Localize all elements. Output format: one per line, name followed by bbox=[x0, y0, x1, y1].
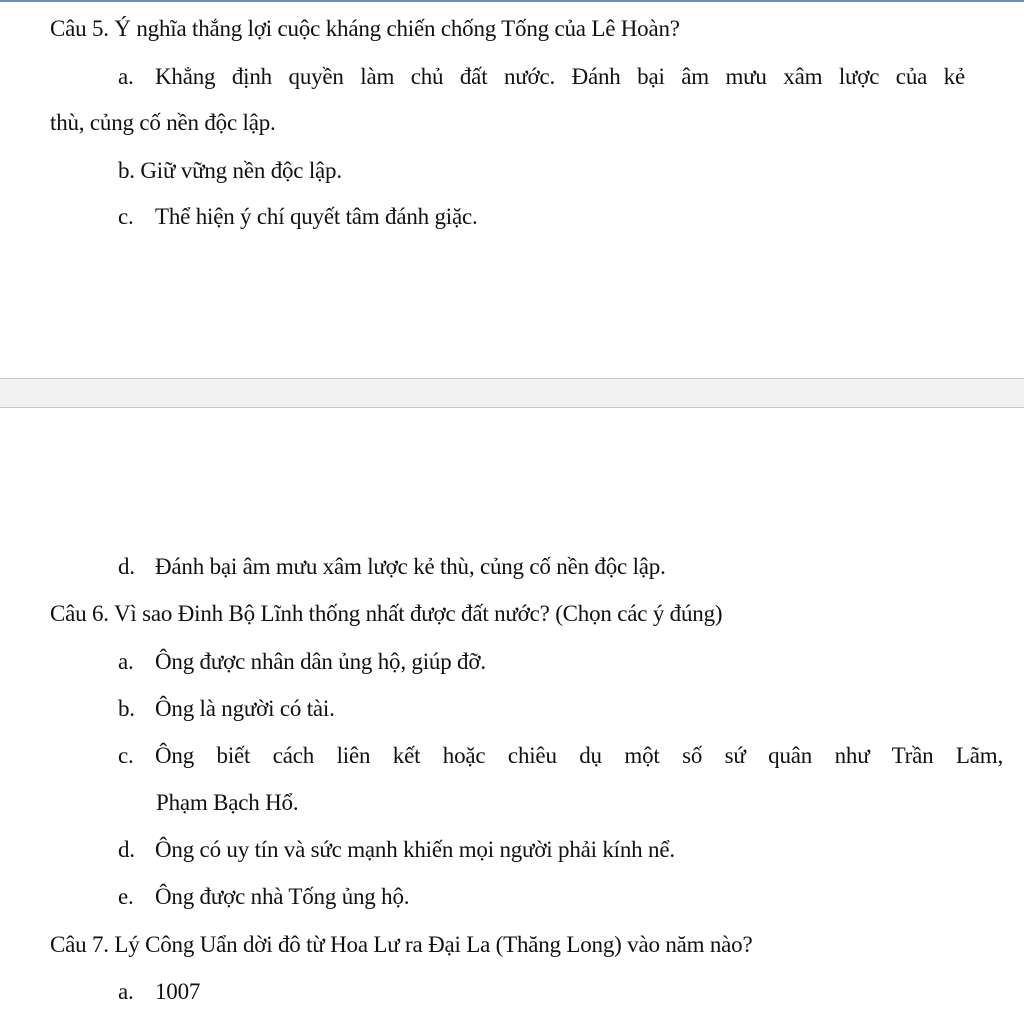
q6-option-c-label: c. bbox=[118, 743, 134, 768]
q7-option-a-text: 1007 bbox=[155, 979, 201, 1004]
q5-option-a-continuation: thù, củng cố nền độc lập. bbox=[50, 110, 276, 135]
q5-option-a-text: Khẳng định quyền làm chủ đất nước. Đánh bại âm mưu xâm lược của kẻ bbox=[155, 64, 965, 89]
q6-option-d bbox=[118, 835, 675, 865]
q6-option-c bbox=[118, 741, 1003, 771]
q6-option-a bbox=[118, 647, 486, 677]
q5-option-d bbox=[118, 552, 666, 582]
q6-option-c-continuation: Phạm Bạch Hổ. bbox=[156, 790, 299, 815]
q6-option-e bbox=[118, 882, 409, 912]
q5-option-a bbox=[118, 62, 965, 92]
q6-option-e-text: Ông được nhà Tống ủng hộ. bbox=[155, 884, 410, 909]
q5-option-d-label: d. bbox=[118, 554, 135, 579]
q5-option-a-label: a. bbox=[118, 64, 134, 89]
q5-option-c-text: Thể hiện ý chí quyết tâm đánh giặc. bbox=[155, 204, 478, 229]
q6-option-d-text: Ông có uy tín và sức mạnh khiến mọi người phải kính nể. bbox=[155, 837, 675, 862]
q5-option-b: b. Giữ vững nền độc lập. bbox=[118, 158, 342, 183]
q6-option-b bbox=[118, 694, 335, 724]
question-5: Câu 5. Ý nghĩa thắng lợi cuộc kháng chiến chống Tống của Lê Hoàn? bbox=[50, 16, 680, 41]
page-break-gap bbox=[0, 378, 1024, 408]
q6-option-c-text: Ông biết cách liên kết hoặc chiêu dụ một số sứ quân như Trần Lãm, bbox=[155, 743, 1003, 768]
question-7: Câu 7. Lý Công Uẩn dời đô từ Hoa Lư ra Đại La (Thăng Long) vào năm nào? bbox=[50, 932, 753, 957]
q5-option-c-label: c. bbox=[118, 204, 134, 229]
question-6: Câu 6. Vì sao Đinh Bộ Lĩnh thống nhất được đất nước? (Chọn các ý đúng) bbox=[50, 601, 723, 626]
q6-option-b-text: Ông là người có tài. bbox=[155, 696, 335, 721]
q5-option-d-text: Đánh bại âm mưu xâm lược kẻ thù, củng cố nền độc lập. bbox=[155, 554, 666, 579]
q5-option-c bbox=[118, 202, 478, 232]
document-page-1 bbox=[0, 2, 1024, 378]
q7-option-a bbox=[118, 977, 200, 1007]
q6-option-d-label: d. bbox=[118, 837, 135, 862]
q7-option-a-label: a. bbox=[118, 979, 134, 1004]
q6-option-e-label: e. bbox=[118, 884, 134, 909]
q6-option-a-label: a. bbox=[118, 649, 134, 674]
q6-option-b-label: b. bbox=[118, 696, 135, 721]
q6-option-a-text: Ông được nhân dân ủng hộ, giúp đỡ. bbox=[155, 649, 486, 674]
document-page-2 bbox=[0, 408, 1024, 1017]
